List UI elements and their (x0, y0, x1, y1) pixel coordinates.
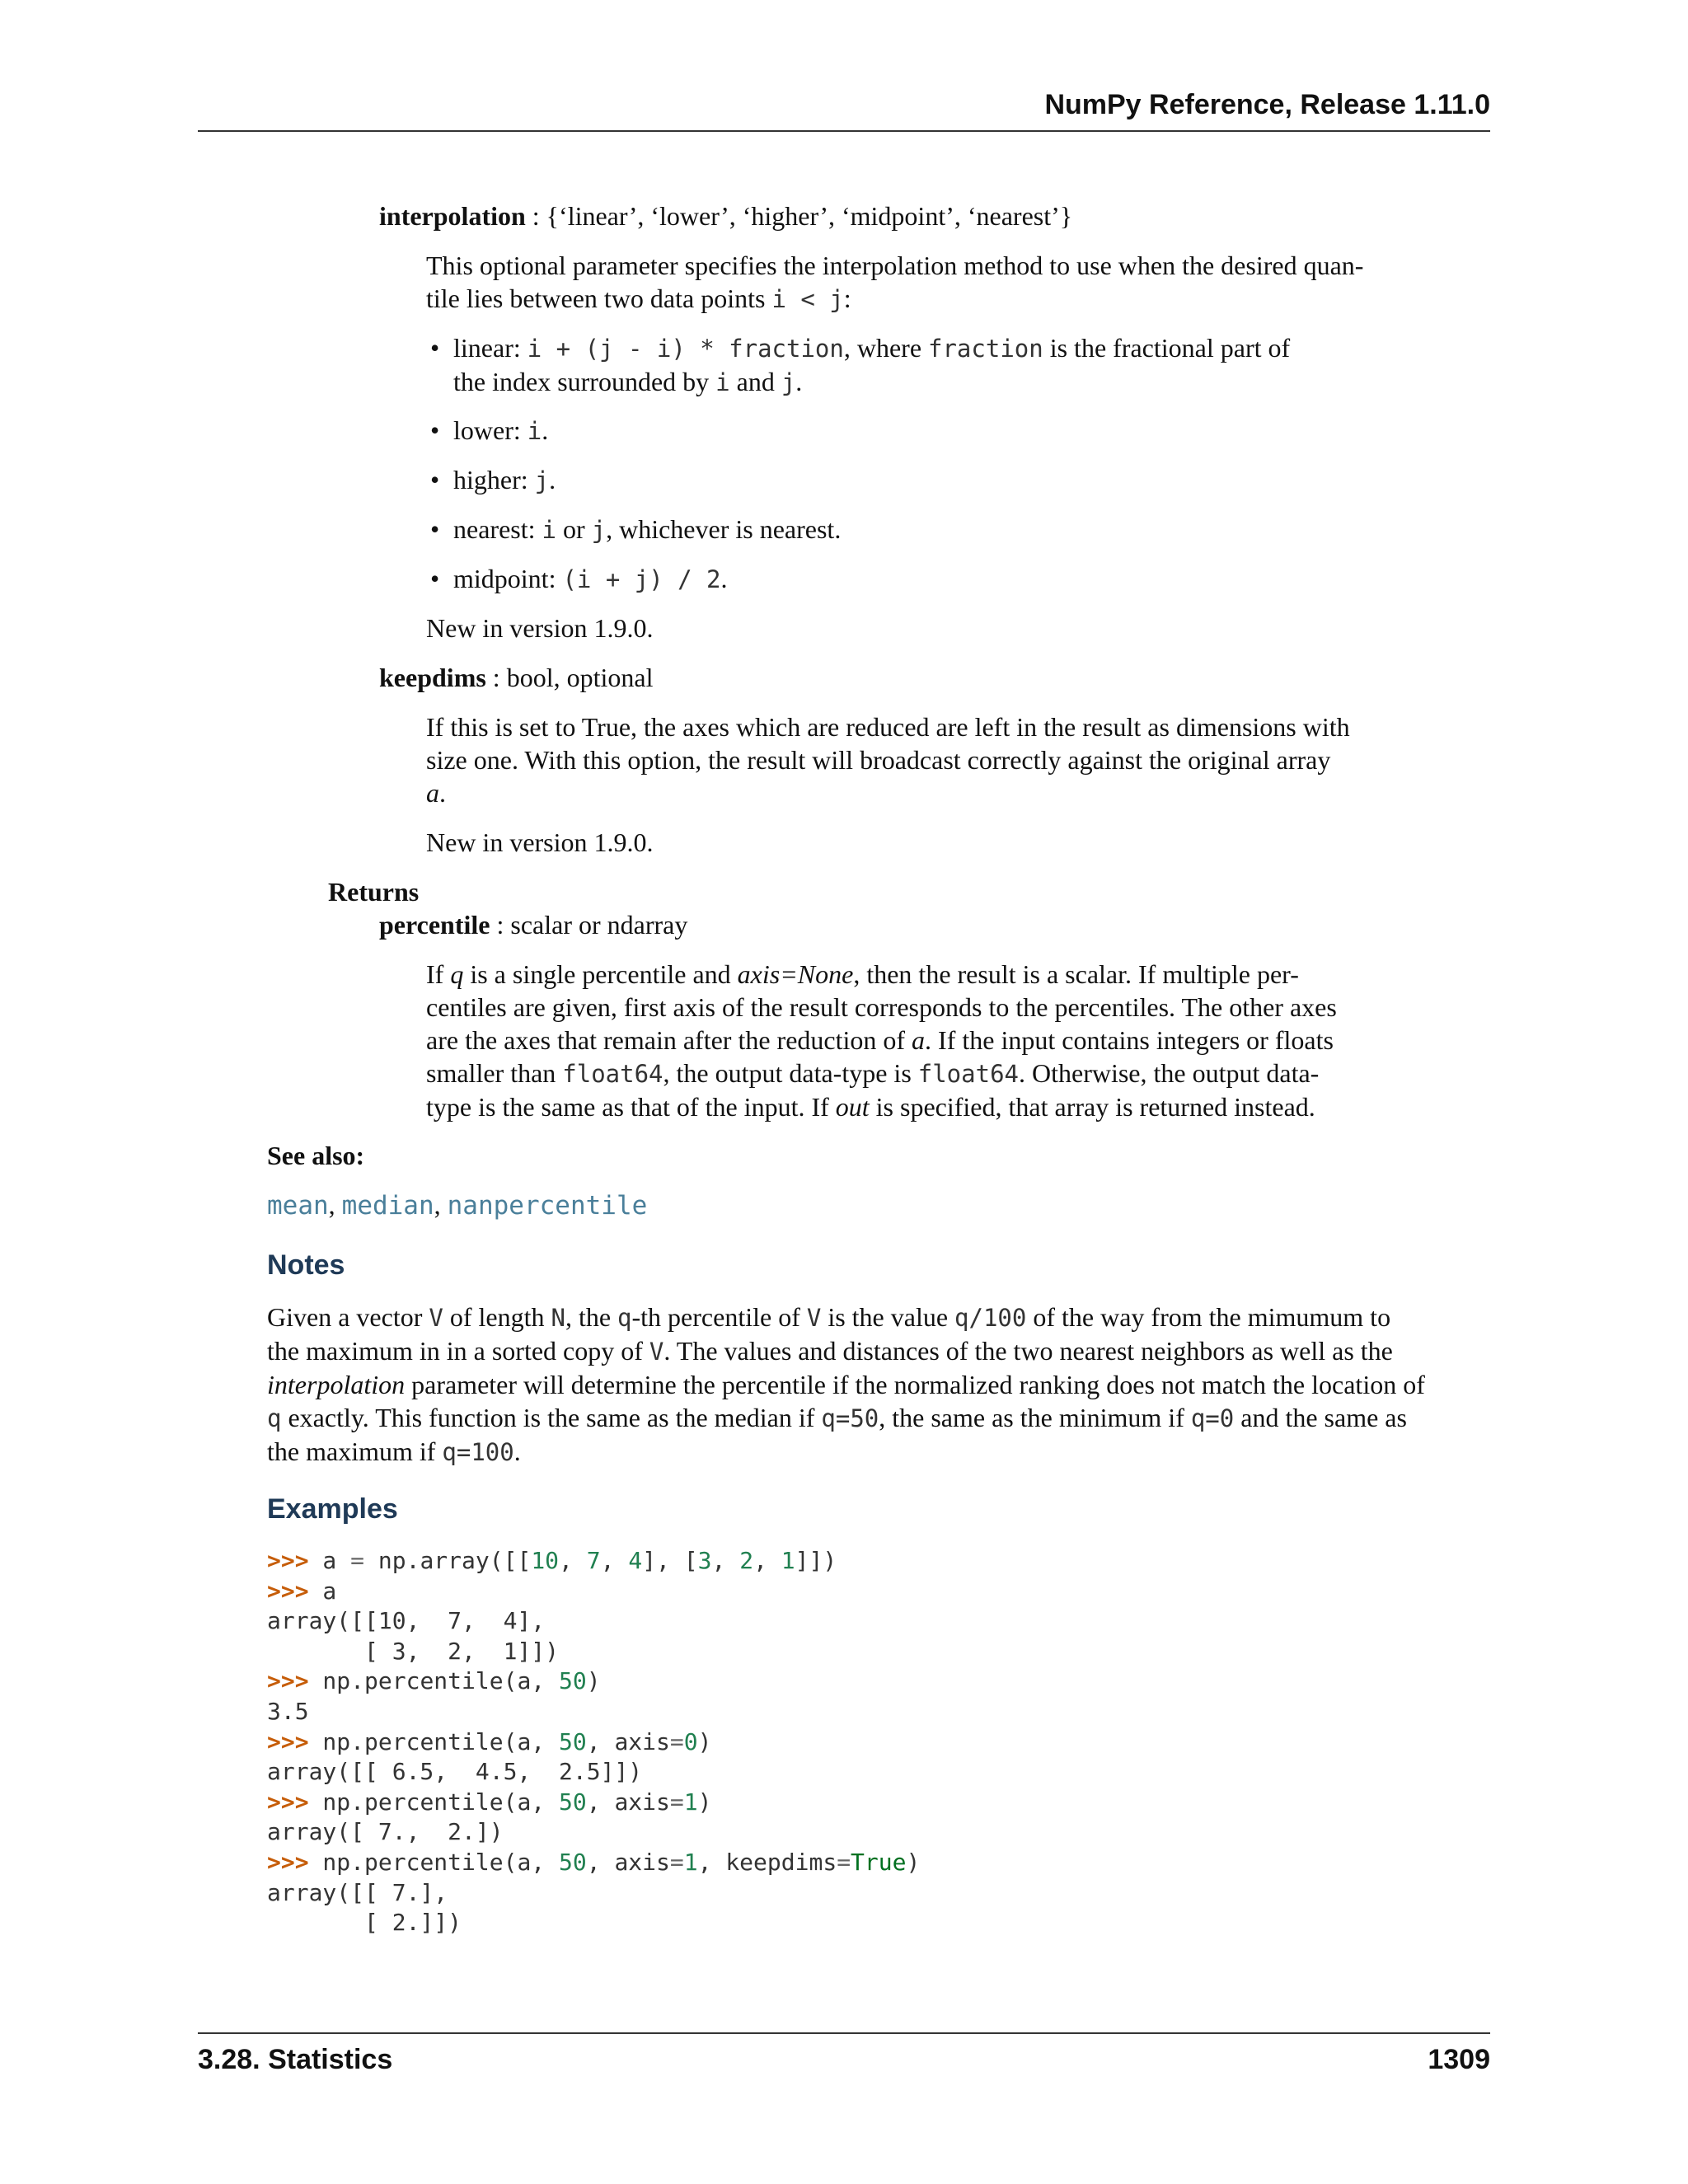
notes-section (267, 1249, 345, 1282)
see-also-link-median[interactable]: median (341, 1191, 434, 1221)
bullet-lower: • lower: i. (430, 415, 549, 445)
return-percentile (379, 908, 687, 941)
see-also-link-nanpercentile[interactable]: nanpercentile (447, 1191, 648, 1221)
page-header (198, 89, 1490, 132)
examples-section (267, 1493, 398, 1526)
param-name: percentile (379, 910, 490, 940)
param-name: interpolation (379, 201, 526, 231)
bullet-linear: • linear: i + (j - i) * fraction, where fraction is the fractional part of the index surrounded by i and j. (430, 333, 1291, 396)
param-type: {‘linear’, ‘lower’, ‘higher’, ‘midpoint’, ‘nearest’} (546, 201, 1073, 231)
notes-paragraph: Given a vector V of length N, the q-th percentile of V is the value q/100 of the way from the mimumum to the maximum in in a sorted copy of V. The values and distances of the two nearest neighbors as well as the interpolation parameter will determine the percentile if the normalized ranking does not match the location of q exactly. This function is the same as the median if q=50, the same as the minimum if q=0 and the same as the maximum if q=100. (267, 1302, 1425, 1466)
desc-line: This optional parameter specifies the interpolation method to use when the desired quan- (426, 251, 1364, 280)
interpolation-description (426, 249, 1382, 316)
returns-description: If q is a single percentile and axis=None, then the result is a scalar. If multiple per- centiles are given, first axis of the result corresponds to the percentiles. The other axes are the axes that remain after the reduction of a. If the input contains integers or floats smaller than float64, the output data-type is float64. Otherwise, the output data- type is the same as that of the input. If out is specified, that array is returned instead. (426, 959, 1337, 1122)
param-sep: : (490, 910, 511, 940)
see-also-link-mean[interactable]: mean (267, 1191, 329, 1221)
see-also-heading: See also: (267, 1141, 365, 1170)
bullet-higher: • higher: j. (430, 465, 556, 494)
param-sep: : (525, 201, 546, 231)
param-interpolation (379, 199, 1072, 232)
examples-heading: Examples (267, 1493, 398, 1525)
examples-code-block: >>> a = np.array([[10, 7, 4], [3, 2, 1]]) >>> a array([[10, 7, 4], [ 3, 2, 1]]) >>> np.percentile(a, 50) 3.5 >>> np.percentile(a, 50, axis=0) array([[ 6.5, 4.5, 2.5]]) >>> np.percentile(a, 50, axis=1) array([ 7., 2.]) >>> np.percentile(a, 50, axis=1, keepdims=True) array([[ 7.], [ 2.]]) (267, 1547, 921, 1937)
version-note: New in version 1.9.0. (426, 613, 654, 643)
page-footer (198, 2032, 1490, 2076)
header-title: NumPy Reference, Release 1.11.0 (1044, 89, 1490, 120)
notes-heading: Notes (267, 1249, 345, 1281)
keepdims-description (426, 710, 1382, 809)
bullet-nearest: • nearest: i or j, whichever is nearest. (430, 514, 842, 544)
page-number: 1309 (1428, 2044, 1490, 2075)
see-also-links: mean, median, nanpercentile (267, 1190, 648, 1221)
param-type: scalar or ndarray (510, 910, 688, 940)
desc-line: size one. With this option, the result will broadcast correctly against the original array (426, 745, 1331, 775)
desc-line: If this is set to True, the axes which are reduced are left in the result as dimensions with (426, 712, 1350, 742)
footer-section: 3.28. Statistics (198, 2044, 393, 2075)
param-keepdims (379, 661, 653, 694)
param-sep: : (485, 663, 507, 692)
bullet-midpoint: • midpoint: (i + j) / 2. (430, 564, 728, 593)
param-type: bool, optional (506, 663, 654, 692)
desc-line: a. (426, 778, 446, 808)
returns-heading: Returns (328, 877, 420, 907)
version-note: New in version 1.9.0. (426, 827, 654, 857)
desc-line: tile lies between two data points i < j: (426, 284, 851, 313)
param-name: keepdims (379, 663, 486, 692)
